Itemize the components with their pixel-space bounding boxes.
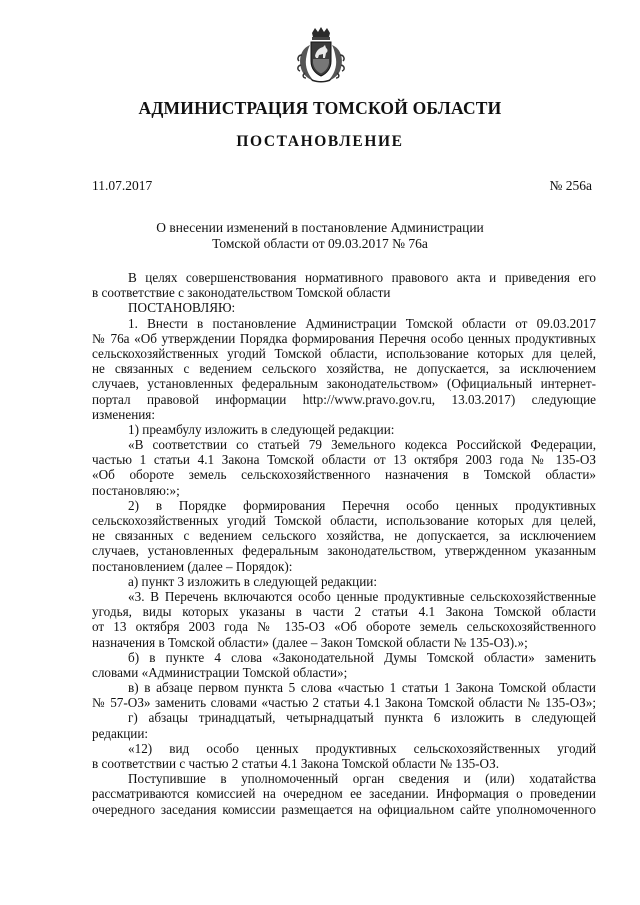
body-line: случаев, установленных федеральным законодательством» (Официальный интернет- [92,376,596,392]
body-line: от 13 октября 2003 года № 135-ОЗ «Об обороте земель сельскохозяйственного [92,619,596,635]
body-line: № 57-ОЗ» заменить словами «частью 2 статьи 4.1 Закона Томской области № 135-ОЗ»; [92,695,596,711]
title-line: Томской области от 09.03.2017 № 76а [212,236,428,251]
body-line: изменения: [92,406,156,422]
body-line: «Об обороте земель сельскохозяйственного назначения в Томской области» [92,467,596,483]
document-date: 11.07.2017 [92,178,153,193]
body-line: «3. В Перечень включаются особо ценные продуктивные сельскохозяйственные [128,588,596,604]
document-body [92,270,596,817]
body-line: 1) преамбулу изложить в следующей редакции: [128,421,395,437]
body-line: назначения в Томской области» (далее – Закон Томской области № 135-ОЗ).»; [92,634,528,650]
body-line: не связанных с ведением сельского хозяйства, не допускается, за исключением [92,361,596,377]
body-line: рассматриваются комиссией на очередном ее заседании. Информация о проведении [92,786,596,802]
document-number: № 256а [549,178,592,193]
body-line: б) в пункте 4 слова «Законодательной Думы Томской области» заменить [128,649,596,665]
body-line: редакции: [92,725,149,741]
document-type-heading: ПОСТАНОВЛЕНИЕ [236,133,404,150]
body-line: постановляю:»; [92,482,180,498]
body-line: случаев, установленных федеральным законодательством, утвержденном указанным [92,543,596,559]
title-line: О внесении изменений в постановление Администрации [156,220,484,235]
coat-of-arms-icon [296,25,346,83]
body-line: словами «Администрации Томской области»; [92,664,348,680]
body-line: 2) в Порядке формирования Перечня особо ценных продуктивных [128,497,596,513]
body-line: постановлением (далее – Порядок): [92,558,293,574]
body-line: портал правовой информации http://www.pravo.gov.ru, 13.03.2017) следующие [92,391,596,407]
body-line: не связанных с ведением сельского хозяйства, не допускается, за исключением [92,528,596,544]
body-line: «12) вид особо ценных продуктивных сельскохозяйственных угодий [128,740,596,756]
body-line: Поступившие в уполномоченный орган сведения и (или) ходатайства [128,771,596,787]
document-title [0,220,640,252]
organization-heading: АДМИНИСТРАЦИЯ ТОМСКОЙ ОБЛАСТИ [138,98,502,118]
body-line: в) в абзаце первом пункта 5 слова «частью 1 статьи 1 Закона Томской области [128,680,596,696]
body-line: г) абзацы тринадцатый, четырнадцатый пункта 6 изложить в следующей [128,710,596,726]
body-line: № 76а «Об утверждении Порядка формирования Перечня особо ценных продуктивных [92,330,596,346]
body-line: а) пункт 3 изложить в следующей редакции: [128,573,378,589]
body-line: сельскохозяйственных угодий Томской области, использование которых для целей, [92,345,596,361]
body-line: В целях совершенствования нормативного правового акта и приведения его [128,270,596,285]
body-line: ПОСТАНОВЛЯЮ: [128,300,236,316]
body-line: угодья, виды которых указаны в части 2 статьи 4.1 Закона Томской области [92,604,596,620]
body-line: 1. Внести в постановление Администрации Томской области от 09.03.2017 [128,315,596,331]
body-line: в соответствии с частью 2 статьи 4.1 Закона Томской области № 135-ОЗ. [92,756,499,771]
body-line: сельскохозяйственных угодий Томской области, использование которых для целей, [92,513,596,528]
body-line: «В соответствии со статьей 79 Земельного кодекса Российской Федерации, [128,437,596,453]
body-line: очередного заседания комиссии размещается на официальном сайте уполномоченного [92,801,596,817]
body-line: в соответствие с законодательством Томской области [92,285,391,301]
body-line: частью 1 статьи 4.1 Закона Томской области от 13 октября 2003 года № 135-ОЗ [92,452,596,468]
